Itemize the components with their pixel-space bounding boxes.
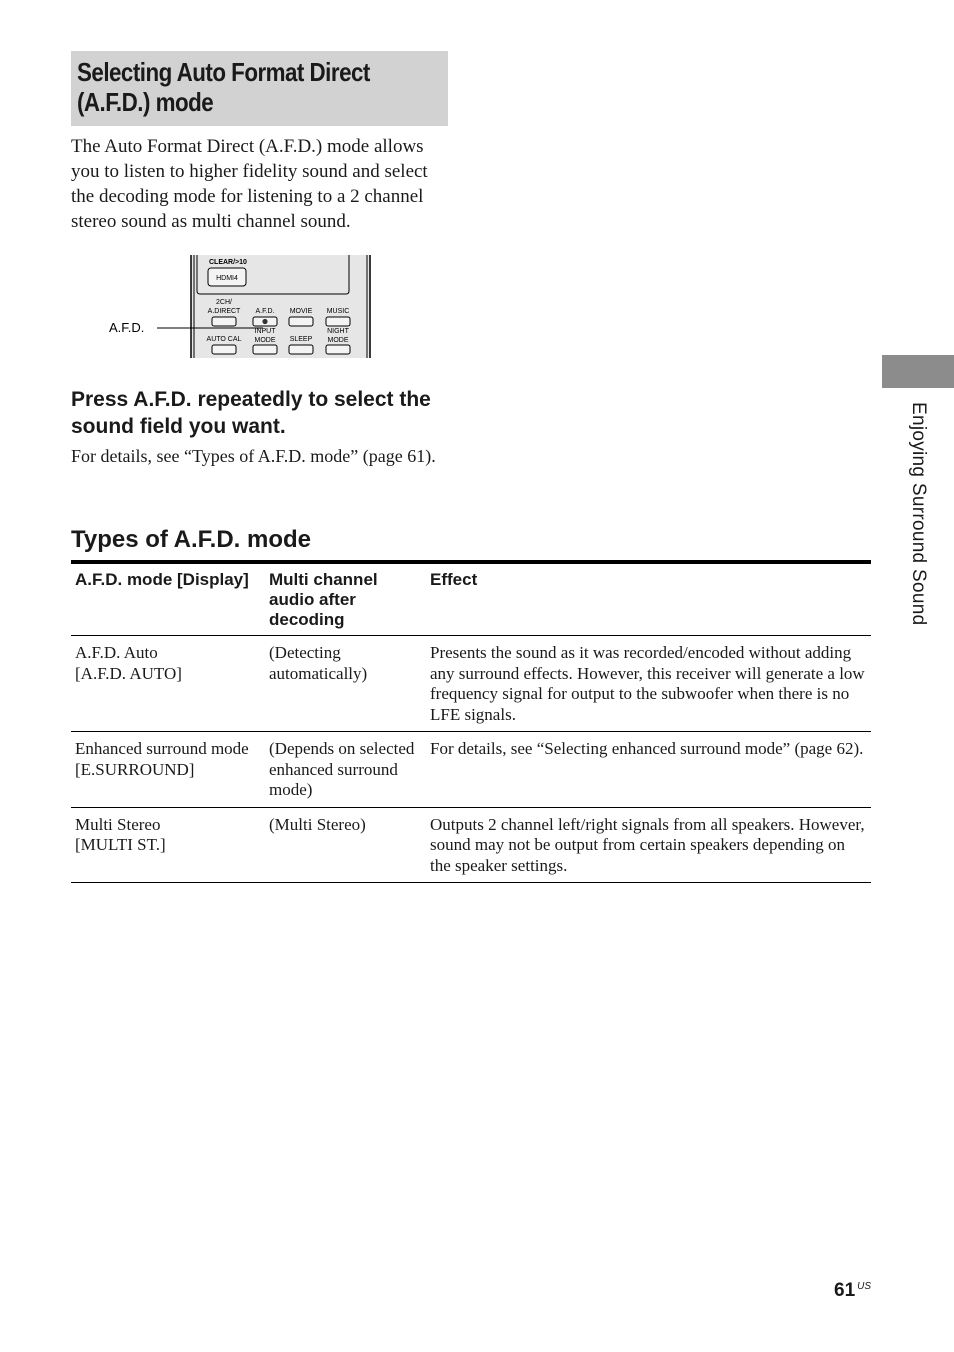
input-label: INPUT: [254, 328, 276, 335]
sleep-label: SLEEP: [289, 336, 313, 343]
step-detail: For details, see “Types of A.F.D. mode” (page 61).: [71, 446, 436, 466]
page-number: [834, 1280, 871, 1302]
section-heading: [71, 51, 448, 126]
movie-label: MOVIE: [289, 308, 313, 315]
section-heading-line1: Selecting Auto Format Direct: [77, 57, 370, 87]
cell-effect: Presents the sound as it was recorded/encoded without adding any surround effects. However, this receiver will generate a low frequency signal for output to the subwoofer when there is no LFE signals.: [430, 643, 865, 724]
mode-display: [MULTI ST.]: [75, 835, 166, 854]
auto-cal-label: AUTO CAL: [206, 336, 242, 343]
header-mode: A.F.D. mode [Display]: [75, 570, 249, 589]
music-button[interactable]: [326, 317, 350, 326]
intro-paragraph: The Auto Format Direct (A.F.D.) mode allows you to listen to higher fidelity sound and select the decoding mode for listening to a 2 channel stereo sound as multi channel sound.: [71, 136, 428, 232]
night-mode-label: MODE: [327, 337, 349, 344]
mode-display: [E.SURROUND]: [75, 759, 195, 779]
input-mode-label: MODE: [254, 337, 276, 344]
remote-illustration: [105, 255, 380, 358]
table-row: [71, 732, 871, 808]
chapter-tab: [882, 355, 954, 388]
mode-name: Enhanced surround mode: [75, 739, 249, 758]
cell-audio: (Depends on selected enhanced surround mode): [269, 739, 415, 799]
table-row: [71, 636, 871, 732]
clear-label: CLEAR/>10: [209, 259, 247, 266]
types-title: Types of A.F.D. mode: [71, 526, 312, 553]
night-mode-button[interactable]: [326, 345, 350, 354]
page-number-value: 61: [834, 1280, 856, 1301]
page-region: US: [857, 1280, 872, 1292]
cell-audio: (Multi Stereo): [269, 814, 366, 834]
header-audio: Multi channel audio after decoding: [269, 570, 378, 629]
afd-indicator-dot: [262, 319, 267, 324]
a-direct-label: A.DIRECT: [207, 308, 241, 315]
input-mode-button[interactable]: [253, 345, 277, 354]
music-label: MUSIC: [326, 308, 350, 315]
cell-effect: For details, see “Selecting enhanced surround mode” (page 62).: [430, 739, 864, 758]
mode-display: [A.F.D. AUTO]: [75, 663, 182, 683]
section-heading-line2: (A.F.D.) mode: [77, 87, 214, 117]
2ch-a-direct-button[interactable]: [212, 317, 236, 326]
cell-audio: (Detecting automatically): [269, 643, 368, 683]
auto-cal-button[interactable]: [212, 345, 236, 354]
cell-mode: [71, 636, 265, 732]
afd-mode-table: [71, 560, 871, 883]
table-row: [71, 807, 871, 883]
step-instruction: Press A.F.D. repeatedly to select the sound field you want.: [71, 388, 431, 438]
cell-mode: [71, 807, 265, 883]
afd-label: A.F.D.: [255, 308, 275, 315]
table-header-row: [71, 564, 871, 636]
cell-mode: [71, 732, 265, 808]
hdmi4-label: HDMI4: [216, 275, 238, 282]
sleep-button[interactable]: [289, 345, 313, 354]
night-label: NIGHT: [327, 328, 349, 335]
mode-name: A.F.D. Auto: [75, 643, 158, 662]
2ch-label: 2CH/: [216, 299, 232, 306]
cell-effect: Outputs 2 channel left/right signals from all speakers. However, sound may not be output from certain speakers depending on the speaker settings.: [430, 814, 865, 875]
header-effect: Effect: [430, 570, 478, 589]
movie-button[interactable]: [289, 317, 313, 326]
chapter-side-label: Enjoying Surround Sound: [908, 402, 929, 626]
mode-name: Multi Stereo: [75, 814, 161, 834]
afd-callout-label: A.F.D.: [109, 320, 145, 335]
